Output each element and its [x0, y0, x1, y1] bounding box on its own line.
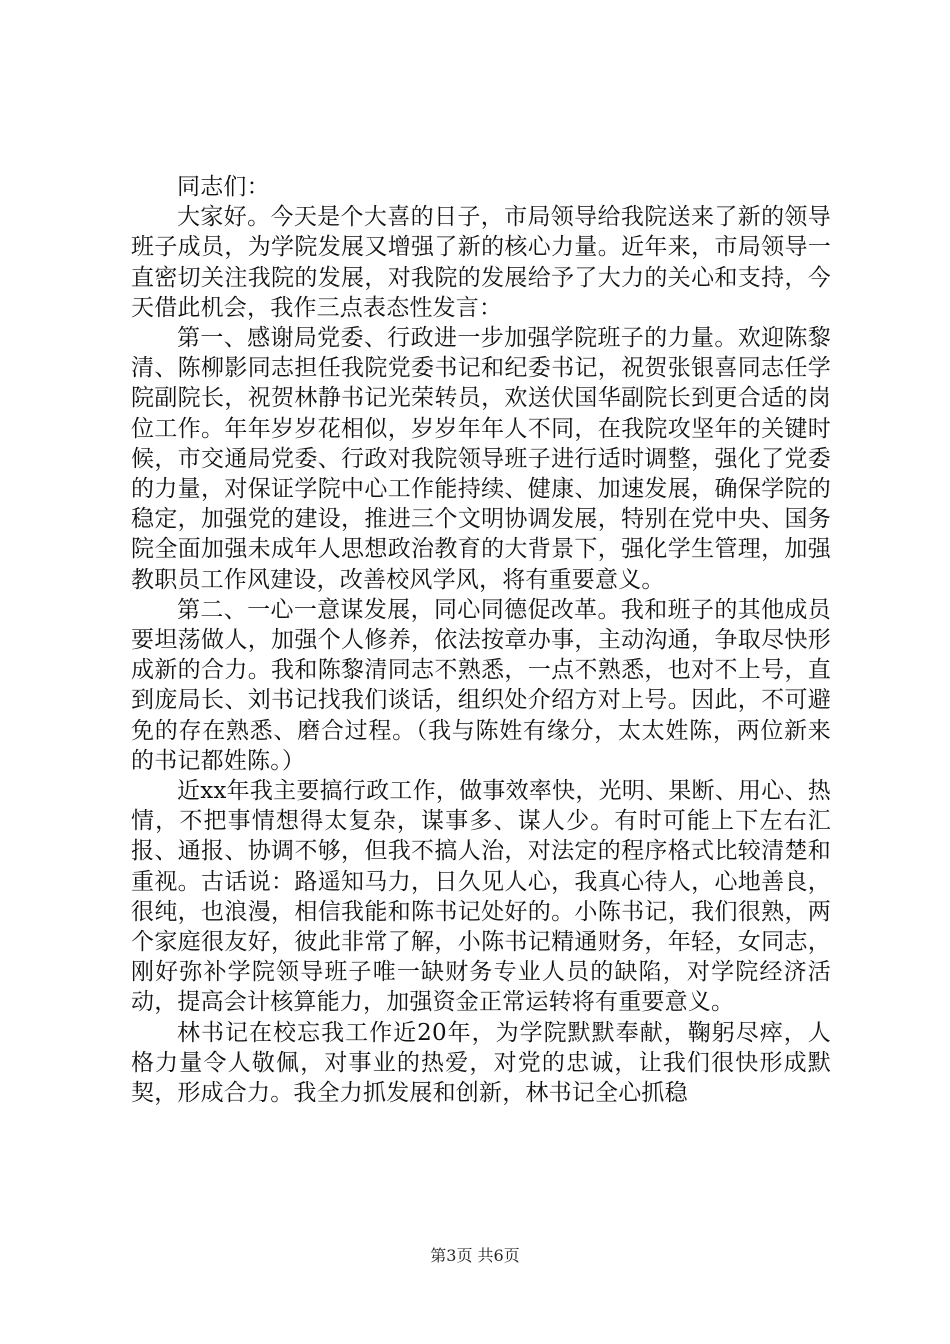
paragraph-point-one: 第一、感谢局党委、行政进一步加强学院班子的力量。欢迎陈黎清、陈柳影同志担任我院党委书记和纪委书记，祝贺张银喜同志任学院副院长，祝贺林静书记光荣转员，欢送伏国华副院长到更合适的岗位工作。年年岁岁花相似，岁岁年年人不同，在我院攻坚年的关键时候，市交通局党委、行政对我院领导班子进行适时调整，强化了党委的力量，对保证学院中心工作能持续、健康、加速发展，确保学院的稳定，加强党的建设，推进三个文明协调发展，特别在党中央、国务院全面加强未成年人思想政治教育的大背景下，强化学生管理，加强教职员工作风建设，改善校风学风，将有重要意义。: [131, 325, 831, 593]
paragraph-point-two: 第二、一心一意谋发展，同心同德促改革。我和班子的其他成员要坦荡做人，加强个人修养，依法按章办事，主动沟通，争取尽快形成新的合力。我和陈黎清同志不熟悉，一点不熟悉，也对不上号，直到庞局长、刘书记找我们谈话，组织处介绍方对上号。因此，不可避免的存在熟悉、磨合过程。（我与陈姓有缘分，太太姓陈，两位新来的书记都姓陈。）: [131, 596, 831, 774]
document-body: [131, 172, 831, 1108]
paragraph-greeting: 大家好。今天是个大喜的日子，市局领导给我院送来了新的领导班子成员，为学院发展又增强了新的核心力量。近年来，市局领导一直密切关注我院的发展，对我院的发展给予了大力的关心和支持，今天借此机会，我作三点表态性发言：: [131, 204, 831, 321]
paragraph-self-description: 近xx年我主要搞行政工作，做事效率快，光明、果断、用心、热情，不把事情想得太复杂，谋事多、谋人少。有时可能上下左右汇报、通报、协调不够，但我不搞人治，对法定的程序格式比较清楚和重视。古话说：路遥知马力，日久见人心，我真心待人，心地善良，很纯，也浪漫，相信我能和陈书记处好的。小陈书记，我们很熟，两个家庭很友好，彼此非常了解，小陈书记精通财务，年轻，女同志，刚好弥补学院领导班子唯一缺财务专业人员的缺陷，对学院经济活动，提高会计核算能力，加强资金正常运转将有重要意义。: [131, 778, 831, 1016]
page-number-footer: 第3页 共6页: [430, 1246, 520, 1265]
paragraph-lin-secretary: 林书记在校忘我工作近20年，为学院默默奉献，鞠躬尽瘁，人格力量令人敬佩，对事业的热爱，对党的忠诚，让我们很快形成默契，形成合力。我全力抓发展和创新，林书记全心抓稳: [131, 1019, 831, 1107]
paragraph-salutation: 同志们：: [177, 174, 270, 200]
